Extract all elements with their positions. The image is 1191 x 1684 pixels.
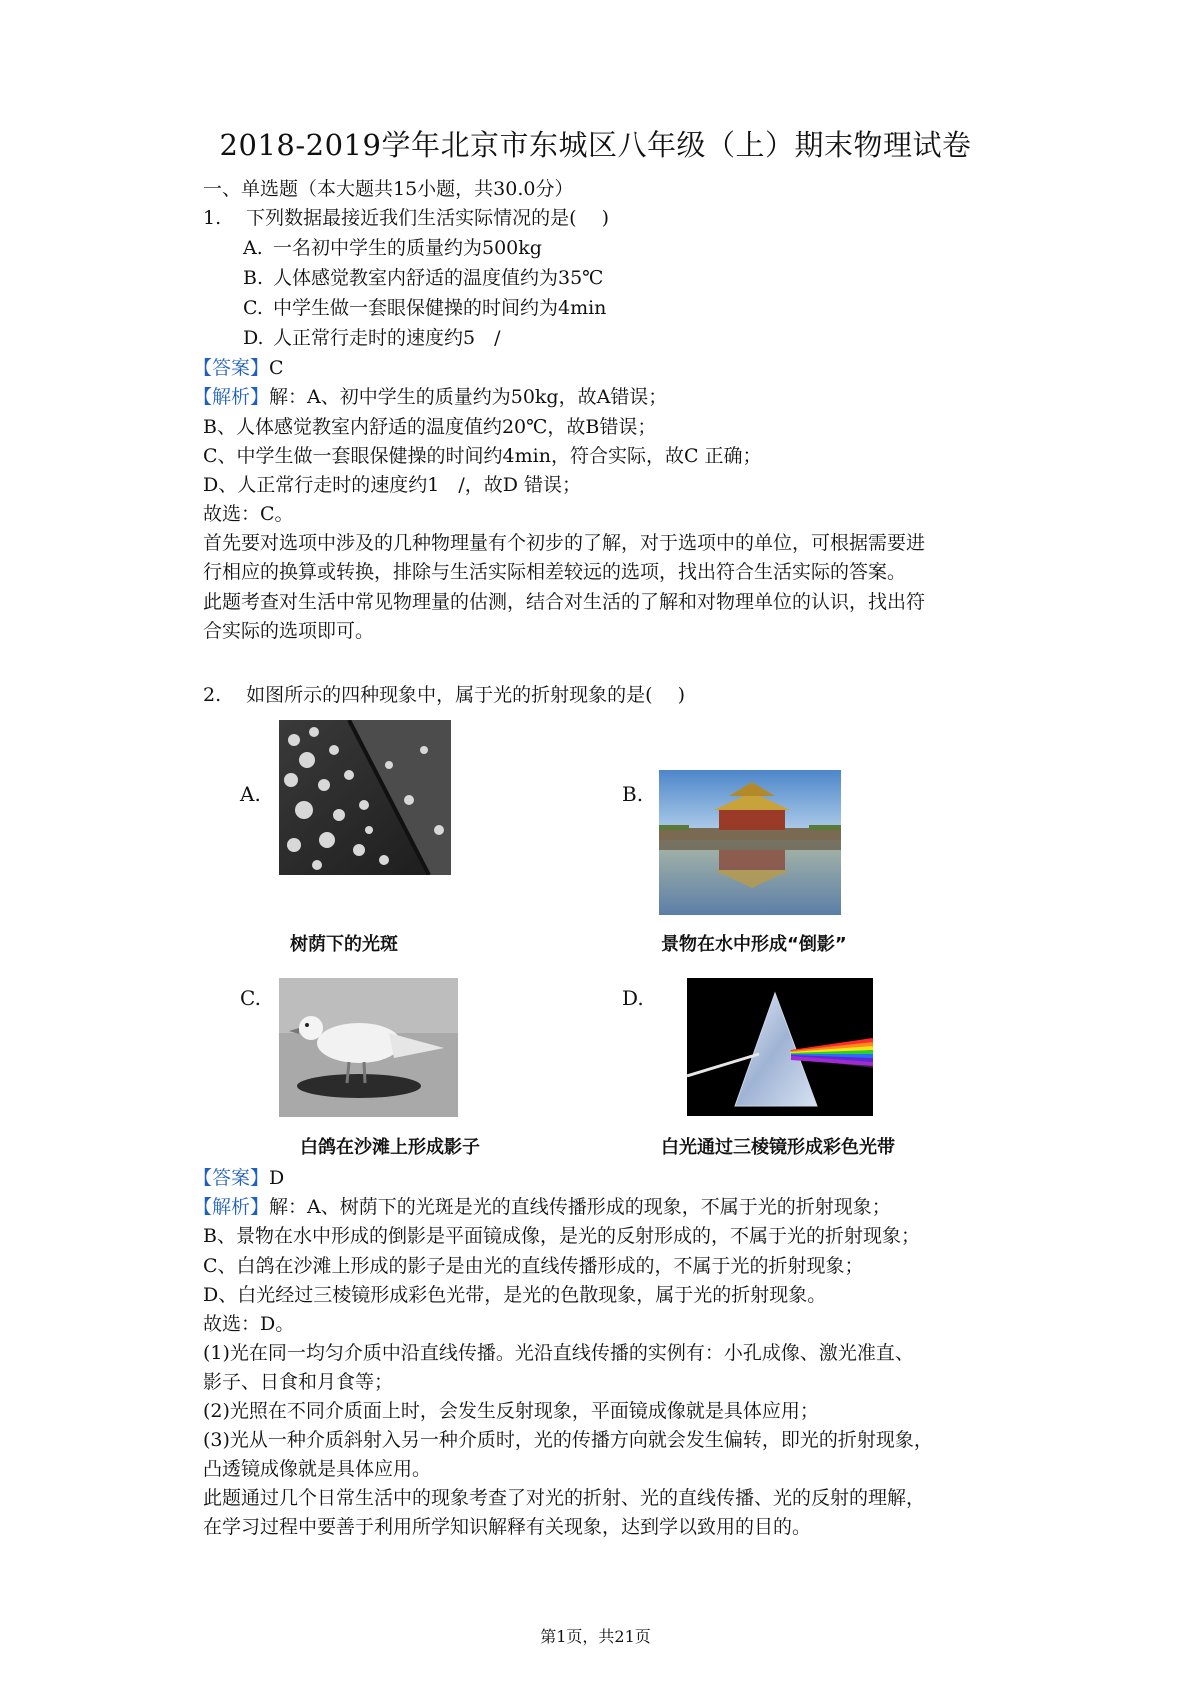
figure-b-image — [659, 770, 841, 915]
q1-option-a — [243, 235, 542, 261]
figure-b-caption: 景物在水中形成“倒影” — [661, 934, 847, 955]
answer-value: C — [269, 357, 284, 379]
q1-analysis-line: 此题考查对生活中常见物理量的估测，结合对生活的了解和对物理单位的认识，找出符 — [203, 591, 926, 613]
q2-analysis-line: (3)光从一种介质斜射入另一种介质时，光的传播方向就会发生偏转，即光的折射现象， — [203, 1429, 933, 1451]
option-text: 人正常行走时的速度约5 / — [273, 327, 501, 349]
q1-analysis-line: 故选：C。 — [203, 503, 294, 525]
q2-analysis-line: 在学习过程中要善于利用所学知识解释有关现象，达到学以致用的目的。 — [203, 1516, 812, 1538]
q2-analysis-first — [193, 1194, 891, 1220]
q1-option-b — [243, 265, 603, 291]
figure-c-image — [279, 978, 458, 1117]
q2-analysis-line: C、白鸽在沙滩上形成的影子是由光的直线传播形成的，不属于光的折射现象； — [203, 1255, 864, 1277]
q2-answer — [193, 1165, 284, 1191]
q2-analysis-line: 此题通过几个日常生活中的现象考查了对光的折射、光的直线传播、光的反射的理解， — [203, 1487, 926, 1509]
answer-tag: 【答案】 — [193, 1167, 270, 1189]
option-text: 中学生做一套眼保健操的时间约为4min — [273, 297, 607, 319]
figure-d-caption: 白光通过三棱镜形成彩色光带 — [661, 1137, 895, 1158]
page-footer: 第1页，共21页 — [540, 1627, 651, 1646]
figure-c-caption: 白鸽在沙滩上形成影子 — [300, 1137, 480, 1158]
q1-stem: 1. 下列数据最接近我们生活实际情况的是( ) — [203, 207, 610, 229]
analysis-tag: 【解析】 — [193, 386, 270, 408]
q1-analysis-line: B、人体感觉教室内舒适的温度值约20℃，故B错误； — [203, 416, 657, 438]
figure-c-letter: C. — [240, 986, 261, 1010]
figure-d-image — [687, 978, 873, 1116]
q1-analysis-first — [193, 384, 667, 410]
figure-a-image — [279, 720, 451, 875]
page-title: 2018-2019学年北京市东城区八年级（上）期末物理试卷 — [219, 128, 972, 162]
q1-analysis-line: 行相应的换算或转换，排除与生活实际相差较远的选项，找出符合生活实际的答案。 — [203, 561, 907, 583]
analysis-text: 解：A、初中学生的质量约为50kg，故A错误； — [269, 386, 668, 408]
q2-stem: 2. 如图所示的四种现象中，属于光的折射现象的是( ) — [203, 684, 686, 706]
figure-a-caption: 树荫下的光斑 — [290, 934, 398, 955]
q2-analysis-line: 凸透镜成像就是具体应用。 — [203, 1458, 432, 1480]
section-heading: 一、单选题（本大题共15小题，共30.0分） — [203, 178, 574, 200]
q1-option-c — [243, 295, 606, 321]
analysis-tag: 【解析】 — [193, 1196, 270, 1218]
figure-d-letter: D. — [622, 986, 644, 1010]
option-letter: D. — [243, 327, 264, 349]
figure-b-letter: B. — [622, 782, 644, 806]
answer-value: D — [269, 1167, 285, 1189]
figure-a-letter: A. — [240, 782, 261, 806]
option-letter: C. — [243, 297, 263, 319]
option-text: 人体感觉教室内舒适的温度值约为35℃ — [273, 267, 604, 289]
q1-answer — [193, 355, 284, 381]
q2-analysis-line: 影子、日食和月食等； — [203, 1371, 394, 1393]
q1-analysis-line: 合实际的选项即可。 — [203, 620, 375, 642]
q2-analysis-line: D、白光经过三棱镜形成彩色光带，是光的色散现象，属于光的折射现象。 — [203, 1284, 827, 1306]
option-text: 一名初中学生的质量约为500kg — [273, 237, 542, 259]
q1-analysis-line: 首先要对选项中涉及的几种物理量有个初步的了解，对于选项中的单位，可根据需要进 — [203, 532, 926, 554]
q2-analysis-line: (2)光照在不同介质面上时，会发生反射现象，平面镜成像就是具体应用； — [203, 1400, 819, 1422]
q1-analysis-line: D、人正常行走时的速度约1 /，故D 错误； — [203, 474, 581, 496]
option-letter: B. — [243, 267, 264, 289]
q2-analysis-line: 故选：D。 — [203, 1313, 295, 1335]
answer-tag: 【答案】 — [193, 357, 270, 379]
q2-analysis-line: B、景物在水中形成的倒影是平面镜成像，是光的反射形成的，不属于光的折射现象； — [203, 1225, 920, 1247]
analysis-text: 解：A、树荫下的光斑是光的直线传播形成的现象，不属于光的折射现象； — [269, 1196, 891, 1218]
option-letter: A. — [243, 237, 263, 259]
q1-option-d — [243, 325, 501, 351]
q2-analysis-line: (1)光在同一均匀介质中沿直线传播。光沿直线传播的实例有：小孔成像、激光准直、 — [203, 1342, 914, 1364]
q1-analysis-line: C、中学生做一套眼保健操的时间约4min，符合实际，故C 正确； — [203, 445, 762, 467]
